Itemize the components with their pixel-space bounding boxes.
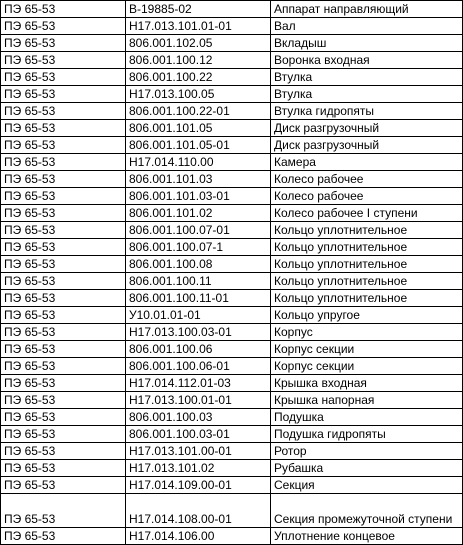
model-cell[interactable]: ПЭ 65-53 — [1, 120, 126, 137]
name-cell[interactable]: Корпус секции — [271, 341, 463, 358]
table-row — [1, 120, 463, 137]
table-row — [1, 86, 463, 103]
code-cell[interactable]: У10.01.01-01 — [126, 307, 271, 324]
model-cell[interactable]: ПЭ 65-53 — [1, 239, 126, 256]
code-cell[interactable]: 806.001.101.05-01 — [126, 137, 271, 154]
table-row — [1, 256, 463, 273]
model-cell[interactable]: ПЭ 65-53 — [1, 426, 126, 443]
table-row — [1, 290, 463, 307]
code-cell[interactable]: 806.001.101.03-01 — [126, 188, 271, 205]
table-row — [1, 307, 463, 324]
code-cell[interactable]: 806.001.100.12 — [126, 52, 271, 69]
code-cell[interactable]: 806.001.100.11 — [126, 273, 271, 290]
code-cell[interactable]: Н17.014.112.01-03 — [126, 375, 271, 392]
code-cell[interactable]: Н17.013.100.03-01 — [126, 324, 271, 341]
name-cell[interactable]: Подушка гидропяты — [271, 426, 463, 443]
model-cell[interactable]: ПЭ 65-53 — [1, 18, 126, 35]
code-cell[interactable]: Н17.013.101.00-01 — [126, 443, 271, 460]
code-cell[interactable]: Н17.014.109.00-01 — [126, 477, 271, 494]
name-cell[interactable]: Колесо рабочее I ступени — [271, 205, 463, 222]
table-row — [1, 171, 463, 188]
name-cell[interactable]: Корпус секции — [271, 358, 463, 375]
name-cell[interactable]: Кольцо упругое — [271, 307, 463, 324]
name-cell[interactable]: Втулка — [271, 86, 463, 103]
table-row — [1, 1, 463, 18]
model-cell[interactable]: ПЭ 65-53 — [1, 188, 126, 205]
code-cell[interactable]: Н17.013.101.02 — [126, 460, 271, 477]
table-row — [1, 460, 463, 477]
model-cell[interactable]: ПЭ 65-53 — [1, 154, 126, 171]
table-row — [1, 443, 463, 460]
table-row — [1, 341, 463, 358]
name-cell[interactable]: Колесо рабочее — [271, 188, 463, 205]
name-cell[interactable]: Колесо рабочее — [271, 171, 463, 188]
table-row — [1, 18, 463, 35]
code-cell[interactable]: Н17.014.110.00 — [126, 154, 271, 171]
name-cell[interactable]: Кольцо уплотнительное — [271, 256, 463, 273]
code-cell[interactable]: 806.001.100.11-01 — [126, 290, 271, 307]
table-row — [1, 239, 463, 256]
table-row — [1, 154, 463, 171]
model-cell[interactable]: ПЭ 65-53 — [1, 86, 126, 103]
model-cell[interactable]: ПЭ 65-53 — [1, 256, 126, 273]
model-cell[interactable]: ПЭ 65-53 — [1, 1, 126, 18]
table-row — [1, 35, 463, 52]
model-cell[interactable]: ПЭ 65-53 — [1, 528, 126, 545]
model-cell[interactable]: ПЭ 65-53 — [1, 443, 126, 460]
model-cell[interactable]: ПЭ 65-53 — [1, 69, 126, 86]
table-row — [1, 375, 463, 392]
model-cell[interactable]: ПЭ 65-53 — [1, 273, 126, 290]
table-row — [1, 137, 463, 154]
model-cell[interactable]: ПЭ 65-53 — [1, 477, 126, 494]
model-cell[interactable]: ПЭ 65-53 — [1, 392, 126, 409]
model-cell[interactable]: ПЭ 65-53 — [1, 222, 126, 239]
name-cell[interactable]: Кольцо уплотнительное — [271, 222, 463, 239]
code-cell[interactable]: Н17.014.106.00 — [126, 528, 271, 545]
table-row — [1, 273, 463, 290]
code-cell[interactable]: Н17.013.101.01-01 — [126, 18, 271, 35]
table-row — [1, 205, 463, 222]
table-row — [1, 358, 463, 375]
name-cell[interactable]: Вал — [271, 18, 463, 35]
name-cell[interactable]: Ротор — [271, 443, 463, 460]
model-cell[interactable]: ПЭ 65-53 — [1, 171, 126, 188]
code-cell[interactable]: 806.001.101.03 — [126, 171, 271, 188]
name-cell[interactable]: Корпус — [271, 324, 463, 341]
name-cell[interactable]: Секция промежуточной ступени — [271, 494, 463, 528]
model-cell[interactable]: ПЭ 65-53 — [1, 307, 126, 324]
model-cell[interactable]: ПЭ 65-53 — [1, 35, 126, 52]
name-cell[interactable]: Крышка напорная — [271, 392, 463, 409]
table-row — [1, 528, 463, 545]
model-cell[interactable]: ПЭ 65-53 — [1, 52, 126, 69]
code-cell[interactable]: 806.001.100.07-1 — [126, 239, 271, 256]
code-cell[interactable]: 806.001.100.07-01 — [126, 222, 271, 239]
table-row — [1, 477, 463, 494]
name-cell[interactable]: Вкладыш — [271, 35, 463, 52]
code-cell[interactable]: 806.001.100.03 — [126, 409, 271, 426]
table-row — [1, 52, 463, 69]
name-cell[interactable]: Втулка гидропяты — [271, 103, 463, 120]
model-cell[interactable]: ПЭ 65-53 — [1, 494, 126, 528]
code-cell[interactable]: 806.001.100.22-01 — [126, 103, 271, 120]
code-cell[interactable]: 806.001.100.22 — [126, 69, 271, 86]
code-cell[interactable]: 806.001.100.08 — [126, 256, 271, 273]
name-cell[interactable]: Секция — [271, 477, 463, 494]
name-cell[interactable]: Уплотнение концевое — [271, 528, 463, 545]
model-cell[interactable]: ПЭ 65-53 — [1, 205, 126, 222]
name-cell[interactable]: Крышка входная — [271, 375, 463, 392]
model-cell[interactable]: ПЭ 65-53 — [1, 358, 126, 375]
code-cell[interactable]: В-19885-02 — [126, 1, 271, 18]
code-cell[interactable]: 806.001.100.06 — [126, 341, 271, 358]
table-row — [1, 324, 463, 341]
table-row — [1, 222, 463, 239]
model-cell[interactable]: ПЭ 65-53 — [1, 103, 126, 120]
name-cell[interactable]: Подушка — [271, 409, 463, 426]
model-cell[interactable]: ПЭ 65-53 — [1, 137, 126, 154]
name-cell[interactable]: Рубашка — [271, 460, 463, 477]
model-cell[interactable]: ПЭ 65-53 — [1, 460, 126, 477]
model-cell[interactable]: ПЭ 65-53 — [1, 341, 126, 358]
model-cell[interactable]: ПЭ 65-53 — [1, 290, 126, 307]
table-row — [1, 494, 463, 528]
parts-table-body — [1, 1, 463, 545]
model-cell[interactable]: ПЭ 65-53 — [1, 324, 126, 341]
name-cell[interactable]: Кольцо уплотнительное — [271, 273, 463, 290]
table-row — [1, 392, 463, 409]
code-cell[interactable]: Н17.014.108.00-01 — [126, 494, 271, 528]
name-cell[interactable]: Аппарат направляющий — [271, 1, 463, 18]
code-cell[interactable]: 806.001.102.05 — [126, 35, 271, 52]
table-row — [1, 69, 463, 86]
name-cell[interactable]: Кольцо уплотнительное — [271, 290, 463, 307]
code-cell[interactable]: 806.001.100.06-01 — [126, 358, 271, 375]
name-cell[interactable]: Диск разгрузочный — [271, 120, 463, 137]
model-cell[interactable]: ПЭ 65-53 — [1, 409, 126, 426]
table-row — [1, 426, 463, 443]
code-cell[interactable]: 806.001.100.03-01 — [126, 426, 271, 443]
table-row — [1, 409, 463, 426]
table-row — [1, 103, 463, 120]
code-cell[interactable]: 806.001.101.02 — [126, 205, 271, 222]
table-row — [1, 188, 463, 205]
code-cell[interactable]: 806.001.101.05 — [126, 120, 271, 137]
name-cell[interactable]: Камера — [271, 154, 463, 171]
model-cell[interactable]: ПЭ 65-53 — [1, 375, 126, 392]
name-cell[interactable]: Диск разгрузочный — [271, 137, 463, 154]
code-cell[interactable]: Н17.013.100.01-01 — [126, 392, 271, 409]
name-cell[interactable]: Воронка входная — [271, 52, 463, 69]
name-cell[interactable]: Втулка — [271, 69, 463, 86]
name-cell[interactable]: Кольцо уплотнительное — [271, 239, 463, 256]
code-cell[interactable]: Н17.013.100.05 — [126, 86, 271, 103]
